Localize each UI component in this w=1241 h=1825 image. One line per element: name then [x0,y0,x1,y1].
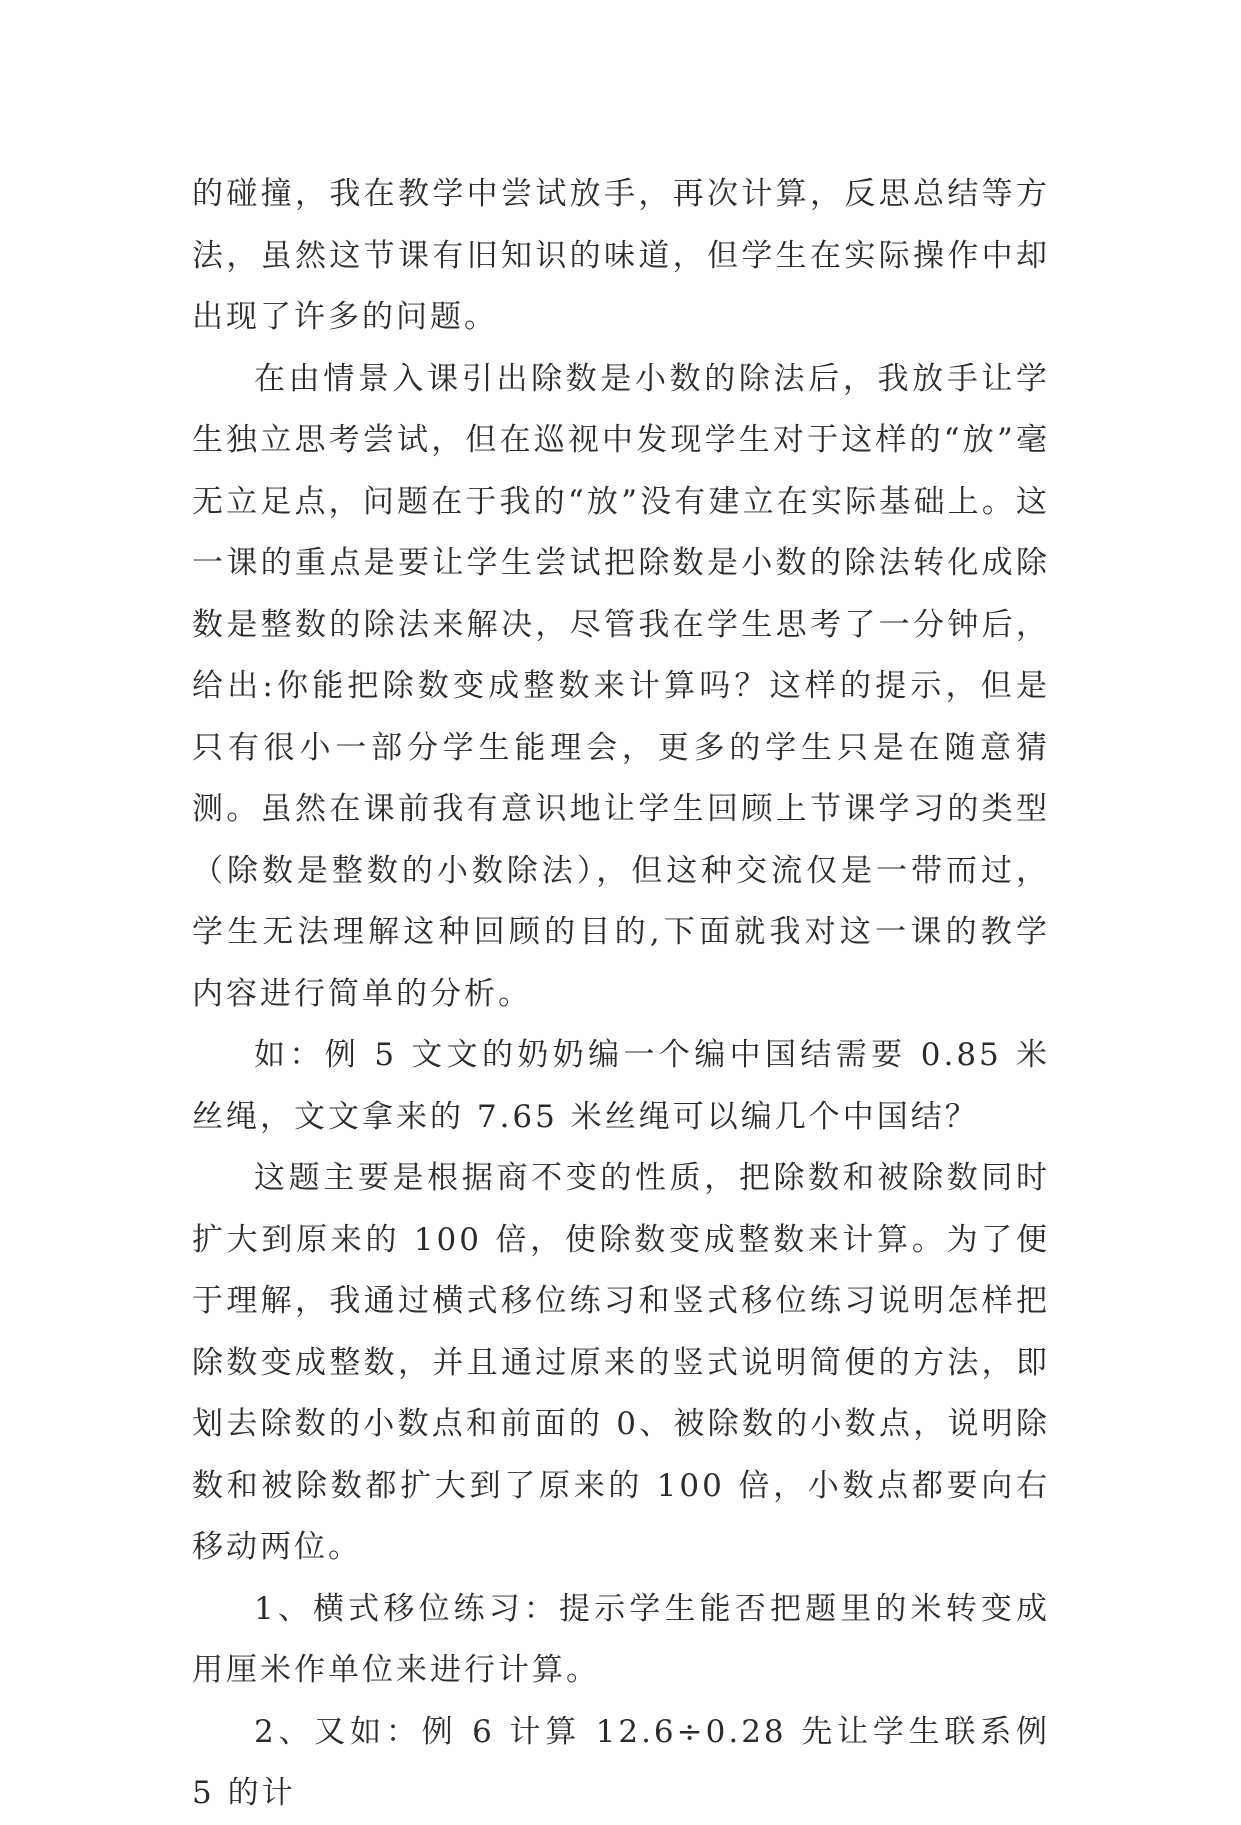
document-page [192,164,1050,1825]
paragraph-3: 如：例 5 文文的奶奶编一个编中国结需要 0.85 米丝绳，文文拿来的 7.65 米丝绳可以编几个中国结？ [192,1037,1050,1135]
paragraph-6: 2、又如：例 6 计算 12.6÷0.28 先让学生联系例 5 的计 [192,1713,1050,1811]
paragraph-2: 在由情景入课引出除数是小数的除法后，我放手让学生独立思考尝试，但在巡视中发现学生对于这样的“放”毫无立足点，问题在于我的“放”没有建立在实际基础上。这一课的重点是要让学生尝试把除数是小数的除法转化成除数是整数的除法来解决，尽管我在学生思考了一分钟后，给出:你能把除数变成整数来计算吗？这样的提示，但是只有很小一部分学生能理会，更多的学生只是在随意猜测。虽然在课前我有意识地让学生回顾上节课学习的类型（除数是整数的小数除法），但这种交流仅是一带而过，学生无法理解这种回顾的目的,下面就我对这一课的教学内容进行简单的分析。 [192,360,1050,1012]
paragraph-1: 的碰撞，我在教学中尝试放手，再次计算，反思总结等方法，虽然这节课有旧知识的味道，但学生在实际操作中却出现了许多的问题。 [192,176,1050,335]
paragraph-4: 这题主要是根据商不变的性质，把除数和被除数同时扩大到原来的 100 倍，使除数变成整数来计算。为了便于理解，我通过横式移位练习和竖式移位练习说明怎样把除数变成整数，并且通过原来的竖式说明简便的方法，即划去除数的小数点和前面的 0、被除数的小数点，说明除数和被除数都扩大到了原来的 100 倍，小数点都要向右移动两位。 [192,1160,1050,1565]
paragraph-5: 1、横式移位练习：提示学生能否把题里的米转变成用厘米作单位来进行计算。 [192,1590,1050,1688]
